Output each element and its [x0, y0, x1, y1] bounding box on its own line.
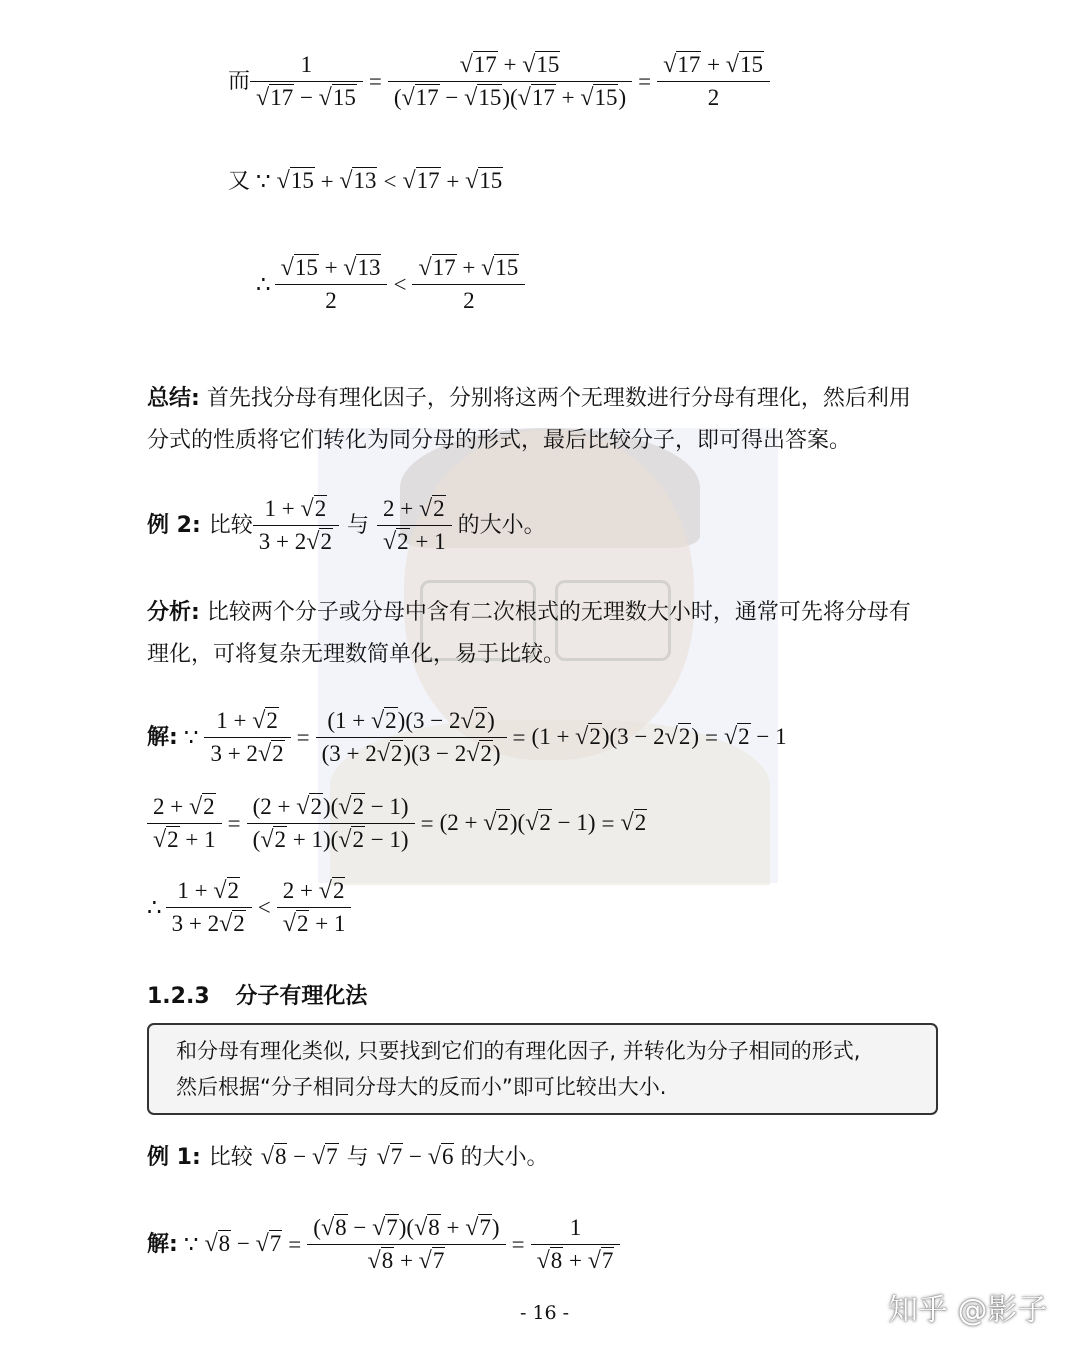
solution-label: 解:	[147, 724, 178, 750]
therefore-symbol: ∴	[147, 894, 162, 920]
example1-and: 与	[346, 1144, 369, 1170]
solution-label: 解:	[147, 1231, 178, 1257]
box-line-2: 然后根据“分子相同分母大的反而小”即可比较出大小.	[176, 1075, 667, 1099]
because-symbol: ∵	[183, 724, 199, 750]
example1-tail: 的大小。	[460, 1144, 549, 1170]
inequality-therefore: ∴ $\frac{√15 + √13}{2}$ < $\frac{√17 + √15}{2}$	[256, 255, 525, 314]
summary-text-1: 首先找分母有理化因子，分别将这两个无理数进行分母有理化，然后利用	[206, 386, 911, 411]
section-heading	[147, 986, 367, 1008]
therefore-symbol: ∴	[256, 271, 271, 297]
analysis-label: 分析:	[147, 600, 200, 625]
example2-tail: 的大小。	[457, 512, 546, 538]
analysis-line-2: 理化，可将复杂无理数简单化，易于比较。	[147, 642, 566, 667]
er-label: 而	[228, 68, 251, 94]
because-symbol: ∵	[256, 168, 271, 194]
example1-label: 例 1:	[147, 1144, 201, 1170]
you-label: 又	[228, 168, 251, 194]
section-number: 1.2.3	[147, 984, 210, 1009]
example2-and: 与	[346, 512, 369, 538]
because-symbol: ∵	[183, 1231, 199, 1257]
section-title: 分子有理化法	[235, 984, 368, 1009]
equation-rationalize-17-15: 而 $\frac{1}{√17 - √15}$ = $\frac{√17 + √15}{(√17 - √15)(√17 + √15)}$ = $\frac{√17 + √15}{2}$	[228, 52, 770, 111]
example1-compare: 比较	[208, 1144, 253, 1170]
example-2: 例 2: 比较 $\frac{1 + √2}{3 + 2√2}$ 与 $\frac{2 + √2}{√2 + 1}$ 的大小。	[147, 496, 546, 555]
solution-ex2-step1: 解: ∵ $\frac{1 + √2}{3 + 2√2}$ = $\frac{(1 + √2)(3 - 2√2)}{(3 + 2√2)(3 - 2√2)}$ = (1 + √2)(3 − 2√2) = √2 − 1	[147, 708, 787, 767]
example2-compare: 比较	[208, 512, 253, 538]
solution-ex1: 解: ∵ √8 − √7 = $\frac{(√8 - √7)(√8 + √7)}{√8 + √7}$ = $\frac{1}{√8 + √7}$	[147, 1215, 620, 1274]
inequality-because: 又 ∵ √15 + √13 < √17 + √15	[228, 168, 503, 194]
solution-ex2-step2: $\frac{2 + √2}{√2 + 1}$ = $\frac{(2 + √2)(√2 - 1)}{(√2 + 1)(√2 - 1)}$ = (2 + √2)(√2 − 1) = √2	[147, 794, 647, 853]
summary-line-1	[147, 388, 911, 410]
page-number: - 16 -	[520, 1302, 570, 1324]
analysis-line-1	[147, 602, 911, 624]
analysis-text-1: 比较两个分子或分母中含有二次根式的无理数大小时，通常可先将分母有	[206, 600, 911, 625]
example2-label: 例 2:	[147, 512, 201, 538]
summary-line-2: 分式的性质将它们转化为同分母的形式，最后比较分子，即可得出答案。	[147, 428, 852, 453]
example-1: 例 1: 比较 √8 − √7 与 √7 − √6 的大小。	[147, 1144, 549, 1170]
box-line-1: 和分母有理化类似, 只要找到它们的有理化因子, 并转化为分子相同的形式,	[176, 1039, 861, 1063]
summary-label: 总结:	[147, 386, 200, 411]
method-summary-box	[147, 1023, 938, 1115]
solution-ex2-conclusion: ∴ $\frac{1 + √2}{3 + 2√2}$ < $\frac{2 + √2}{√2 + 1}$	[147, 878, 351, 937]
zhihu-watermark: 知乎 @影子	[888, 1293, 1048, 1328]
